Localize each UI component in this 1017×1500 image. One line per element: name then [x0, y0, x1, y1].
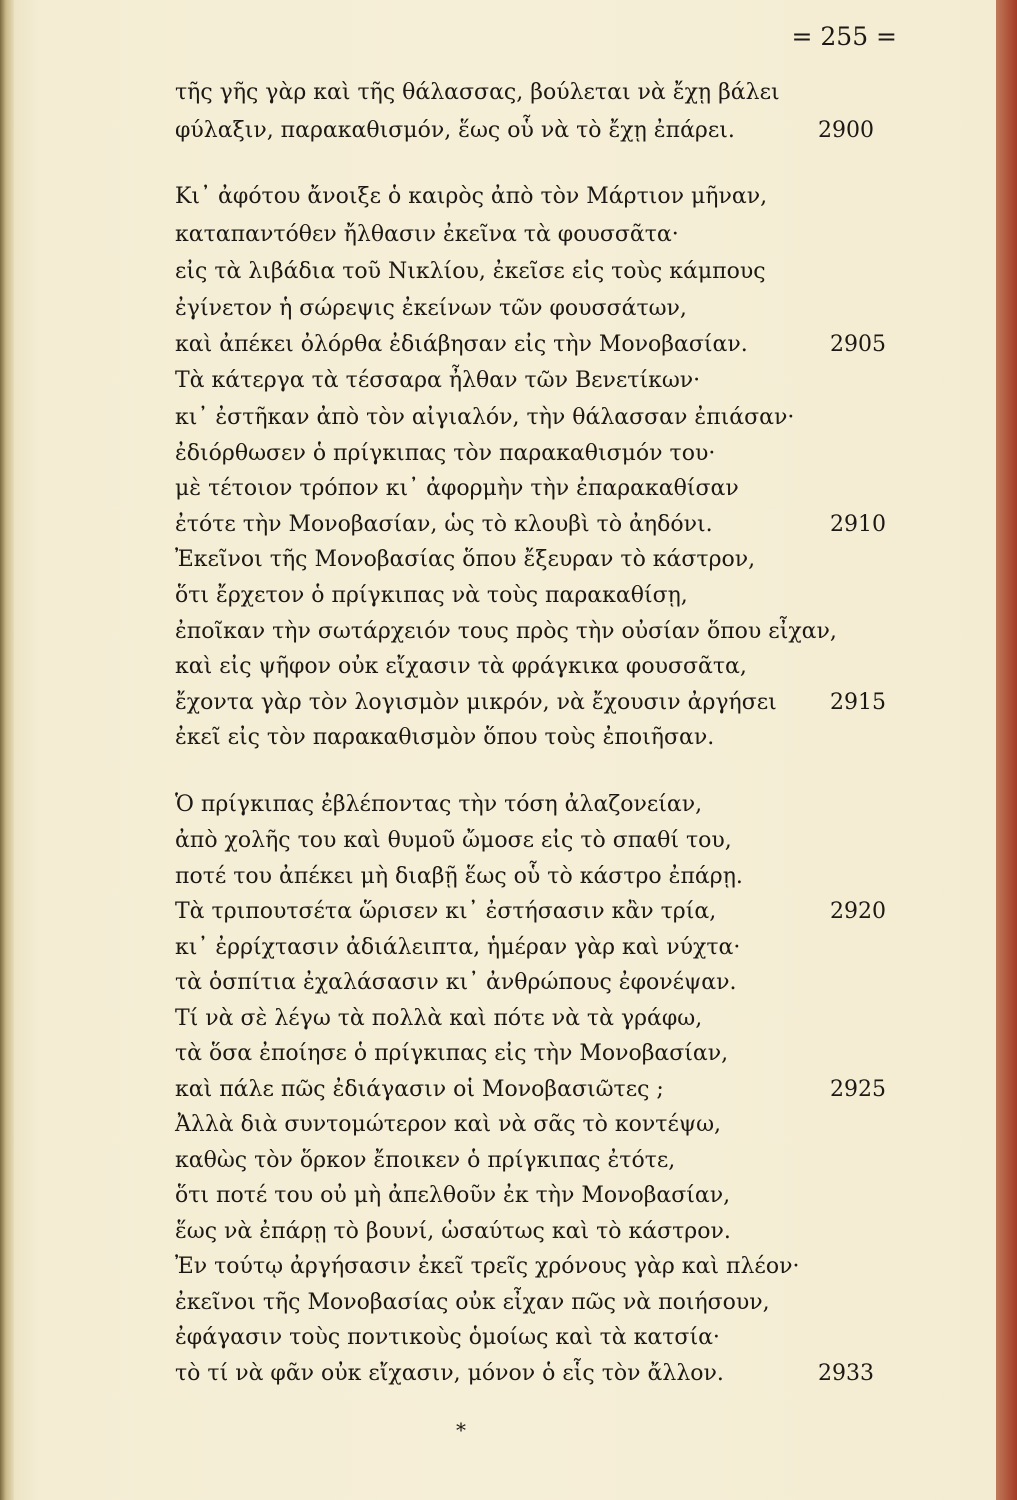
verse-line: τὸ τί νὰ φᾶν οὐκ εἴχασιν, μόνον ὁ εἷς τὸν ἄλλον. [175, 1361, 724, 1386]
verse-line: καὶ ἀπέκει ὀλόρθα ἐδιάβησαν εἰς τὴν Μονοβασίαν. [175, 332, 748, 357]
verse-line: τὰ ὅσα ἐποίησε ὁ πρίγκιπας εἰς τὴν Μονοβασίαν, [175, 1041, 729, 1066]
book-spine-shadow [0, 0, 14, 1500]
verse-line: τὰ ὁσπίτια ἐχαλάσασιν κι᾿ ἀνθρώπους ἐφονέψαν. [175, 970, 737, 995]
verse-line: ἐδιόρθωσεν ὁ πρίγκιπας τὸν παρακαθισμόν του· [175, 441, 716, 466]
verse-line: ἐφάγασιν τοὺς ποντικοὺς ὁμοίως καὶ τὰ κατσία· [175, 1325, 720, 1350]
line-number: 2905 [830, 332, 886, 357]
verse-line: τῆς γῆς γὰρ καὶ τῆς θάλασσας, βούλεται νὰ ἔχῃ βάλει [175, 80, 780, 105]
line-number: 2925 [830, 1077, 886, 1102]
verse-line: Τί νὰ σὲ λέγω τὰ πολλὰ καὶ πότε νὰ τὰ γράφω, [175, 1006, 703, 1031]
verse-line: ἐτότε τὴν Μονοβασίαν, ὡς τὸ κλουβὶ τὸ ἀηδόνι. [175, 512, 713, 537]
verse-line: Ἀλλὰ διὰ συντομώτερον καὶ νὰ σᾶς τὸ κοντέψω, [175, 1112, 722, 1137]
verse-line: Τὰ τριπουτσέτα ὥρισεν κι᾿ ἐστήσασιν κἂν τρία, [175, 899, 717, 924]
verse-line: μὲ τέτοιον τρόπον κι᾿ ἀφορμὴν τὴν ἐπαρακαθίσαν [175, 476, 739, 501]
verse-line: καὶ πάλε πῶς ἐδιάγασιν οἱ Μονοβασιῶτες ; [175, 1077, 664, 1102]
verse-line: ἕως νὰ ἐπάρῃ τὸ βουνί, ὡσαύτως καὶ τὸ κάστρον. [175, 1219, 731, 1244]
verse-line: καὶ εἰς ψῆφον οὐκ εἴχασιν τὰ φράγκικα φουσσᾶτα, [175, 654, 747, 679]
verse-line: Ὁ πρίγκιπας ἐβλέποντας τὴν τόση ἀλαζονείαν, [175, 792, 703, 817]
verse-line: φύλαξιν, παρακαθισμόν, ἕως οὗ νὰ τὸ ἔχῃ ἐπάρει. [175, 118, 735, 143]
verse-line: καταπαντόθεν ἤλθασιν ἐκεῖνα τὰ φουσσᾶτα· [175, 222, 679, 247]
verse-line: Ἐκεῖνοι τῆς Μονοβασίας ὅπου ἔξευραν τὸ κάστρον, [175, 547, 756, 572]
page-edge [996, 0, 1017, 1500]
verse-line: ἔχοντα γὰρ τὸν λογισμὸν μικρόν, νὰ ἔχουσιν ἀργήσει [175, 690, 777, 715]
verse-line: ὅτι ποτέ του οὐ μὴ ἀπελθοῦν ἐκ τὴν Μονοβασίαν, [175, 1183, 731, 1208]
verse-line: εἰς τὰ λιβάδια τοῦ Νικλίου, ἐκεῖσε εἰς τοὺς κάμπους [175, 259, 766, 284]
verse-line: ἐγίνετον ἡ σώρεψις ἐκείνων τῶν φουσσάτων, [175, 296, 687, 321]
line-number: 2900 [818, 118, 874, 143]
verse-line: καθὼς τὸν ὅρκον ἔποικεν ὁ πρίγκιπας ἐτότε, [175, 1148, 676, 1173]
line-number: 2933 [818, 1361, 874, 1386]
verse-line: ἀπὸ χολῆς του καὶ θυμοῦ ὤμοσε εἰς τὸ σπαθί του, [175, 828, 732, 853]
section-asterisk: * [456, 1418, 466, 1442]
line-number: 2910 [830, 512, 886, 537]
line-number: 2920 [830, 899, 886, 924]
verse-line: ἐποῖκαν τὴν σωτάρχειόν τους πρὸς τὴν οὐσίαν ὅπου εἶχαν, [175, 619, 837, 644]
verse-line: Ἐν τούτῳ ἀργήσασιν ἐκεῖ τρεῖς χρόνους γὰρ καὶ πλέον· [175, 1254, 800, 1279]
verse-line: κι᾿ ἐρρίχτασιν ἀδιάλειπτα, ἡμέραν γὰρ καὶ νύχτα· [175, 935, 741, 960]
verse-line: ἐκεῖ εἰς τὸν παρακαθισμὸν ὅπου τοὺς ἐποιῆσαν. [175, 725, 715, 750]
verse-line: κι᾿ ἐστῆκαν ἀπὸ τὸν αἰγιαλόν, τὴν θάλασσαν ἐπιάσαν· [175, 405, 795, 430]
verse-line: ἐκεῖνοι τῆς Μονοβασίας οὐκ εἶχαν πῶς νὰ ποιήσουν, [175, 1290, 770, 1315]
verse-line: ποτέ του ἀπέκει μὴ διαβῇ ἕως οὗ τὸ κάστρο ἐπάρῃ. [175, 864, 743, 889]
page-number: = 255 = [791, 22, 897, 51]
verse-line: ὅτι ἔρχετον ὁ πρίγκιπας νὰ τοὺς παρακαθίσῃ, [175, 583, 688, 608]
verse-line: Τὰ κάτεργα τὰ τέσσαρα ἦλθαν τῶν Βενετίκων· [175, 368, 701, 393]
verse-line: Κι᾿ ἀφότου ἄνοιξε ὁ καιρὸς ἀπὸ τὸν Μάρτιον μῆναν, [175, 184, 768, 209]
line-number: 2915 [830, 690, 886, 715]
